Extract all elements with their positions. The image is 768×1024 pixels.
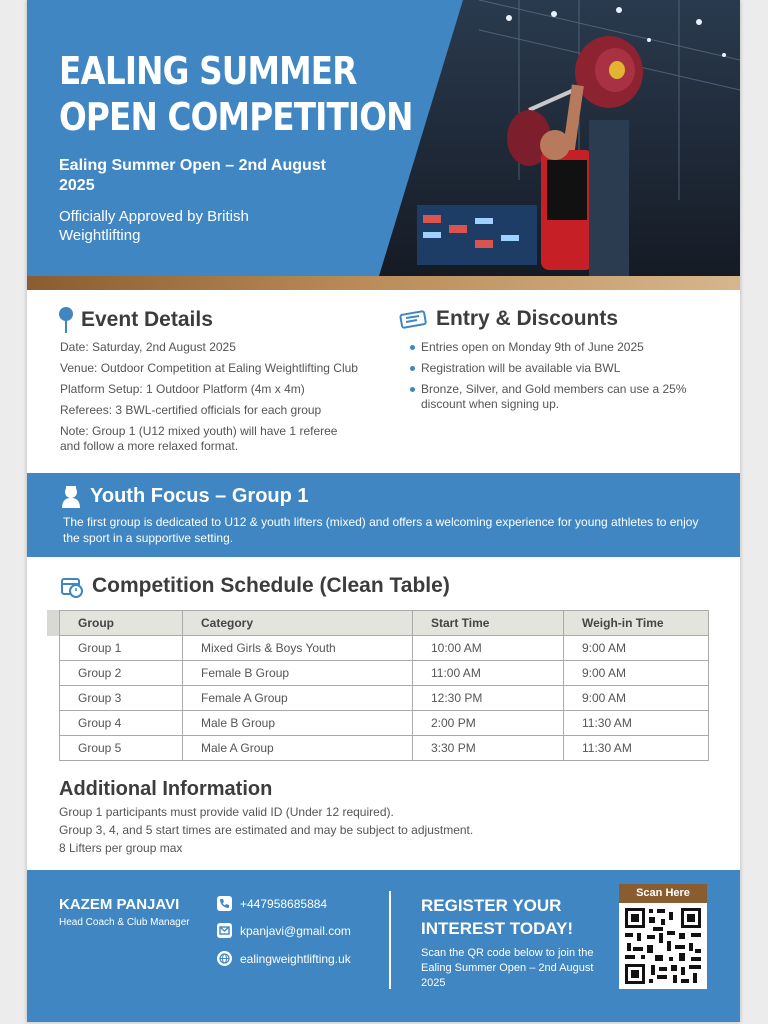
table-row [60, 686, 709, 711]
ticket-icon [399, 308, 427, 330]
column-header-category: Category [183, 611, 413, 636]
email-icon [217, 923, 232, 938]
event-detail-platform: Platform Setup: 1 Outdoor Platform (4m x 4m) [60, 382, 305, 396]
table-cell: Group 1 [60, 636, 183, 661]
table-cell: 9:00 AM [564, 636, 709, 661]
entry-discounts-title: Entry & Discounts [436, 307, 619, 330]
weightlifter-photo [379, 0, 740, 276]
column-header-start-time: Start Time [413, 611, 564, 636]
email-address[interactable]: kpanjavi@gmail.com [240, 923, 351, 938]
header-banner [27, 0, 740, 276]
additional-info-line: Group 3, 4, and 5 start times are estimated and may be subject to adjustment. [59, 823, 474, 837]
table-cell: Group 2 [60, 661, 183, 686]
contact-email[interactable] [217, 923, 397, 938]
schedule-table [59, 610, 709, 761]
event-detail-venue: Venue: Outdoor Competition at Ealing Weightlifting Club [60, 361, 358, 375]
footer-divider [389, 891, 391, 989]
table-cell: 11:30 AM [564, 736, 709, 761]
table-cell: 11:00 AM [413, 661, 564, 686]
approval-note: Officially Approved by British Weightlifting [59, 208, 249, 244]
coach-role: Head Coach & Club Manager [59, 917, 190, 928]
additional-info-list [59, 805, 473, 859]
table-row [60, 736, 709, 761]
accent-stripe [27, 276, 740, 290]
table-cell: Group 4 [60, 711, 183, 736]
flyer [27, 0, 740, 1022]
website-link[interactable]: ealingweightlifting.uk [240, 951, 351, 966]
additional-info-line: 8 Lifters per group max [59, 841, 183, 855]
entry-item: Registration will be available via BWL [410, 361, 710, 376]
map-pin-icon [58, 306, 74, 334]
entry-item: Bronze, Silver, and Gold members can use a 25% discount when signing up. [410, 382, 710, 412]
table-cell: 10:00 AM [413, 636, 564, 661]
youth-focus-text: The first group is dedicated to U12 & youth lifters (mixed) and offers a welcoming experience for young athletes to enjoy the sport in a supportive setting. [63, 515, 699, 545]
table-row [60, 636, 709, 661]
schedule-title: Competition Schedule (Clean Table) [92, 574, 450, 597]
table-header-row [60, 611, 709, 636]
scan-here-label: Scan Here [619, 884, 707, 903]
youth-focus-title: Youth Focus – Group 1 [90, 485, 309, 507]
event-details-title: Event Details [81, 308, 213, 331]
contact-phone[interactable] [217, 896, 397, 911]
table-cell: 3:30 PM [413, 736, 564, 761]
page-title [59, 48, 413, 140]
contact-website[interactable] [217, 951, 397, 966]
table-cell: 9:00 AM [564, 661, 709, 686]
column-header-group: Group [60, 611, 183, 636]
phone-number[interactable]: +447958685884 [240, 896, 328, 911]
person-icon [60, 484, 82, 508]
globe-icon [217, 951, 232, 966]
phone-icon [217, 896, 232, 911]
title-line-2: OPEN COMPETITION [59, 95, 413, 139]
event-detail-note: Note: Group 1 (U12 mixed youth) will have 1 referee and follow a more relaxed format. [60, 424, 338, 453]
event-subtitle: Ealing Summer Open – 2nd August 2025 [59, 157, 326, 194]
event-detail-referees: Referees: 3 BWL-certified officials for each group [60, 403, 322, 417]
additional-info-title: Additional Information [59, 778, 273, 800]
register-text: Scan the QR code below to join the Ealing Summer Open – 2nd August 2025 [421, 947, 594, 989]
schedule-table-wrapper [59, 610, 709, 761]
table-cell: Group 3 [60, 686, 183, 711]
table-cell: Female B Group [183, 661, 413, 686]
entry-item: Entries open on Monday 9th of June 2025 [410, 340, 710, 355]
table-row [60, 711, 709, 736]
weightlifter-photo-graphic [379, 0, 740, 276]
table-cell: 9:00 AM [564, 686, 709, 711]
table-cell: 2:00 PM [413, 711, 564, 736]
table-cell: 12:30 PM [413, 686, 564, 711]
table-cell: Mixed Girls & Boys Youth [183, 636, 413, 661]
youth-focus-band [27, 473, 740, 557]
title-line-1: EALING SUMMER [59, 49, 357, 93]
coach-name: KAZEM PANJAVI [59, 896, 180, 913]
column-header-weigh-in: Weigh-in Time [564, 611, 709, 636]
event-detail-date: Date: Saturday, 2nd August 2025 [60, 340, 236, 354]
table-cell: Group 5 [60, 736, 183, 761]
additional-info-line: Group 1 participants must provide valid ID (Under 12 required). [59, 805, 394, 819]
table-cell: Male B Group [183, 711, 413, 736]
entry-list [410, 340, 710, 418]
table-tab [47, 610, 59, 636]
table-cell: Male A Group [183, 736, 413, 761]
register-title: REGISTER YOUR INTEREST TODAY! [421, 896, 574, 938]
calendar-icon [61, 576, 83, 598]
table-cell: Female A Group [183, 686, 413, 711]
qr-code[interactable] [619, 903, 707, 989]
qr-code-graphic [619, 903, 707, 989]
table-cell: 11:30 AM [564, 711, 709, 736]
event-details-list [60, 340, 360, 460]
footer [27, 870, 740, 1022]
table-row [60, 661, 709, 686]
